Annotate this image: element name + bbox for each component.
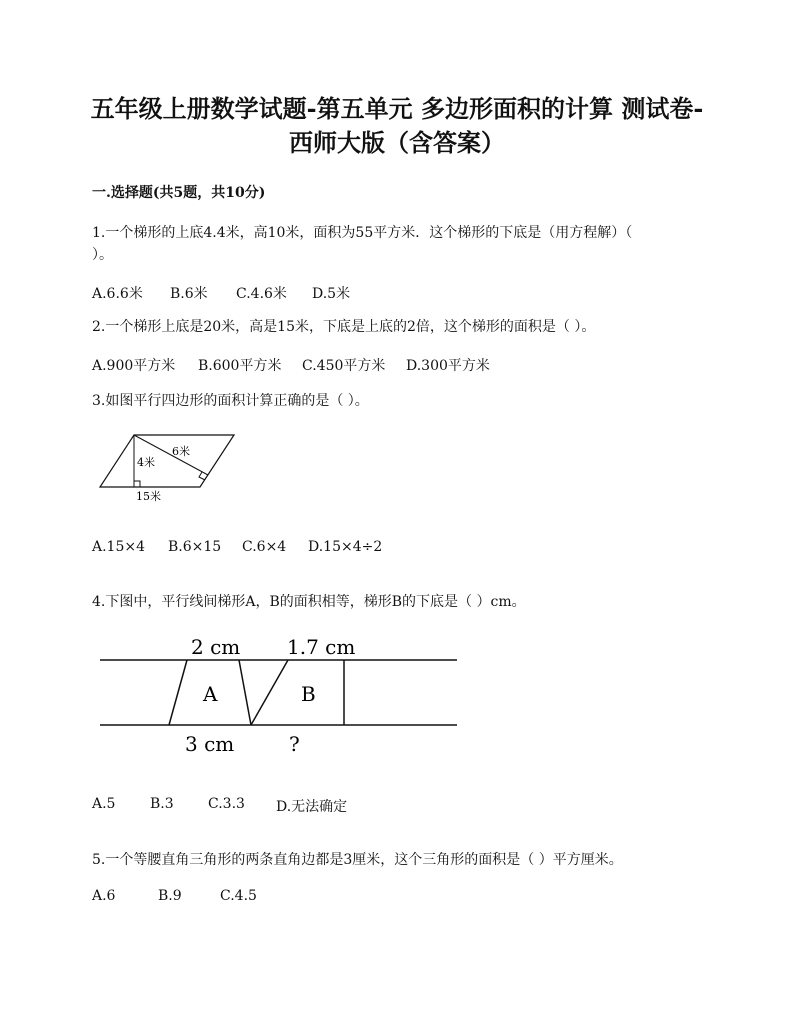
trapezoid-figure [95, 630, 465, 760]
question-2-option-c: C.450平方米 [302, 358, 386, 374]
question-2-option-b: B.600平方米 [198, 358, 282, 374]
question-3-stem: 3.如图平行四边形的面积计算正确的是（ ）。 [92, 393, 369, 409]
question-2-option-a: A.900平方米 [92, 358, 176, 374]
question-4-option-a: A.5 [92, 796, 116, 812]
question-2-option-d: D.300平方米 [406, 358, 490, 374]
question-5-option-b: B.9 [158, 888, 182, 904]
question-5-option-c: C.4.5 [220, 888, 257, 904]
question-1-option-b: B.6米 [170, 286, 208, 302]
question-1-stem-line1: 1.一个梯形的上底4.4米，高10米，面积为55平方米．这个梯形的下底是（用方程解）（ [92, 225, 633, 241]
question-3-option-c: C.6×4 [242, 539, 287, 555]
label-b: B [301, 682, 316, 706]
question-5-option-a: A.6 [92, 888, 116, 904]
question-1-option-a: A.6.6米 [92, 286, 143, 302]
label-base: 15米 [136, 490, 161, 503]
trapezoid-a-right-edge [239, 660, 251, 725]
question-3-option-d: D.15×4÷2 [308, 539, 383, 555]
trapezoid-a-left-edge [169, 660, 187, 725]
question-1-option-d: D.5米 [312, 286, 351, 302]
label-bottom-b: ? [289, 732, 300, 756]
question-3-option-b: B.6×15 [168, 539, 222, 555]
question-4-option-b: B.3 [150, 796, 174, 812]
right-angle-mark-base [134, 481, 140, 487]
label-height: 4米 [137, 456, 155, 469]
parallelogram-figure [95, 428, 240, 506]
trapezoid-b-left-edge [251, 660, 288, 725]
question-4-stem: 4.下图中，平行线间梯形A，B的面积相等，梯形B的下底是（ ）cm。 [92, 594, 526, 610]
question-4-option-c: C.3.3 [208, 796, 245, 812]
question-1-option-c: C.4.6米 [236, 286, 287, 302]
page-title-line2: 西师大版（含答案） [289, 128, 505, 157]
label-a: A [203, 682, 218, 706]
label-slant: 6米 [172, 445, 190, 458]
label-top-b: 1.7 cm [287, 635, 356, 659]
section-heading: 一.选择题(共5题，共10分) [92, 185, 266, 201]
label-top-a: 2 cm [191, 635, 241, 659]
question-1-stem-line2: ）。 [92, 247, 113, 263]
question-2-stem: 2.一个梯形上底是20米，高是15米，下底是上底的2倍，这个梯形的面积是（ ）。 [92, 319, 596, 335]
question-3-option-a: A.15×4 [92, 539, 146, 555]
question-4-option-d: D.无法确定 [276, 799, 348, 815]
page-title-line1: 五年级上册数学试题-第五单元 多边形面积的计算 测试卷- [90, 94, 704, 123]
question-5-stem: 5.一个等腰直角三角形的两条直角边都是3厘米，这个三角形的面积是（ ）平方厘米。 [92, 852, 623, 868]
label-bottom-a: 3 cm [185, 732, 235, 756]
parallelogram-shape [100, 435, 234, 487]
slant-height-line [134, 435, 208, 475]
